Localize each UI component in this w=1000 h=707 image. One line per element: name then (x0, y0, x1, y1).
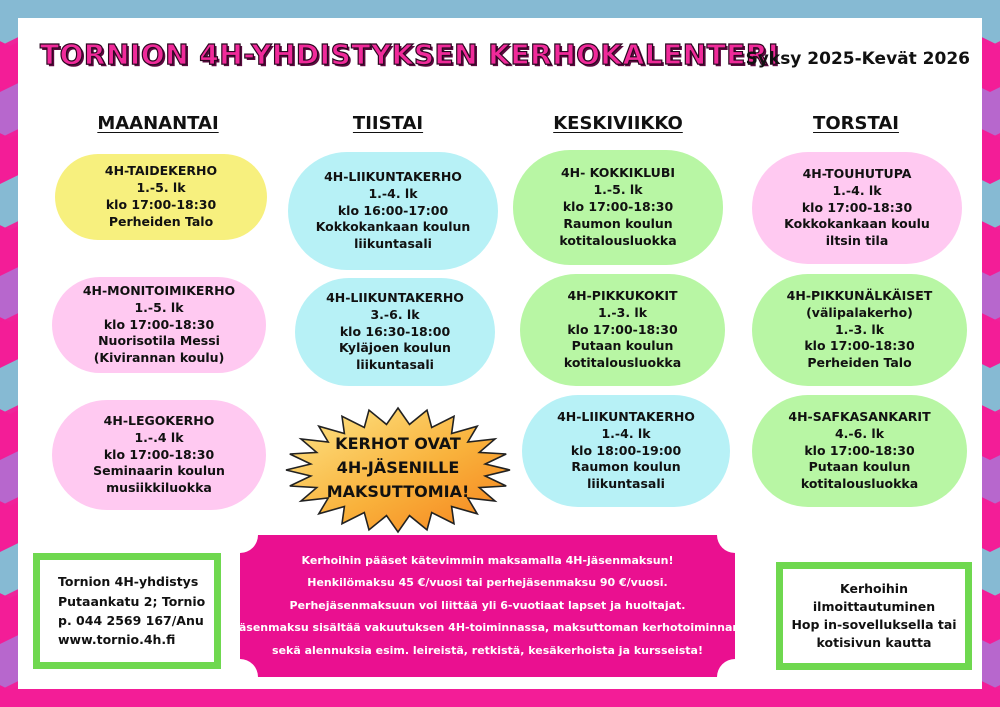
club-location-detail: liikuntasali (356, 357, 434, 373)
club-location: Perheiden Talo (807, 355, 912, 371)
club-name: 4H-LIIKUNTAKERHO (557, 408, 695, 424)
signup-line: Hop in-sovelluksella tai (791, 617, 957, 632)
club-name: 4H-MONITOIMIKERHO (82, 282, 236, 298)
club-card (522, 395, 730, 507)
club-card (295, 278, 495, 386)
club-time: klo 17:00-18:30 (103, 446, 215, 462)
day-header-wednesday: KESKIVIIKKO (553, 113, 683, 134)
club-card (52, 400, 266, 510)
club-location: Nuorisotila Messi (98, 333, 220, 349)
membership-line: sekä alennuksia esim. leireistä, retkistä, kesäkerhoista ja kursseista! (272, 643, 703, 657)
membership-info-box (234, 535, 741, 677)
contact-org: Tornion 4H-yhdistys (58, 574, 199, 590)
club-name: 4H-TOUHUTUPA (802, 165, 912, 181)
club-grade: 1.-4. lk (601, 425, 651, 441)
club-location: Kokkokankaan koulu (784, 216, 930, 232)
contact-website[interactable]: www.tornio.4h.fi (58, 632, 176, 648)
club-time: klo 17:00-18:30 (105, 197, 217, 212)
club-name: 4H-LIIKUNTAKERHO (326, 289, 464, 305)
club-card (752, 274, 967, 386)
club-location-detail: liikuntasali (354, 236, 432, 252)
membership-line: Henkilömaksu 45 €/vuosi tai perhejäsenmaksu 90 €/vuosi. (307, 576, 668, 590)
club-card (513, 150, 723, 265)
signup-line: ilmoittautuminen (812, 598, 936, 614)
club-time: klo 17:00-18:30 (801, 199, 913, 215)
club-grade: 1.-4. lk (832, 182, 882, 198)
page-title: TORNION 4H-YHDISTYKSEN KERHOKALENTERI (40, 38, 779, 71)
club-name: 4H-PIKKUKOKIT (567, 287, 678, 303)
club-card (55, 154, 267, 240)
signup-line: Kerhoihin (840, 580, 908, 596)
badge-line: 4H-JÄSENILLE (336, 458, 460, 477)
free-clubs-badge (283, 418, 513, 518)
club-time: klo 16:30-18:00 (339, 323, 451, 339)
club-grade: 1.-3. lk (834, 321, 885, 337)
club-grade: 1.-5. lk (134, 299, 184, 315)
club-location-detail: iltsin tila (825, 233, 889, 249)
club-name: 4H-SAFKASANKARIT (788, 408, 931, 424)
club-time: klo 16:00-17:00 (337, 202, 449, 218)
club-time: klo 18:00-19:00 (570, 442, 682, 458)
club-card (752, 395, 967, 507)
membership-line: Perhejäsenmaksuun voi liittää yli 6-vuotiaat lapset ja huoltajat. (289, 598, 686, 612)
day-header-thursday: TORSTAI (813, 113, 899, 134)
club-location-detail: musiikkiluokka (106, 480, 212, 496)
club-card (752, 152, 962, 264)
club-grade: 1.-.4 lk (134, 429, 184, 445)
club-time: klo 17:00-18:30 (567, 321, 678, 337)
club-name: 4H-LIIKUNTAKERHO (324, 168, 462, 184)
club-location-detail: (Kivirannan koulu) (93, 350, 225, 366)
signup-line: kotisivun kautta (816, 635, 932, 651)
club-location: Raumon koulun (563, 215, 673, 231)
club-time: klo 17:00-18:30 (804, 338, 915, 354)
club-card (520, 274, 725, 386)
club-name: 4H-PIKKUNÄLKÄISET (786, 287, 933, 303)
club-grade: 4.-6. lk (834, 425, 885, 441)
club-grade: 1.-5. lk (593, 182, 643, 198)
club-time: klo 17:00-18:30 (562, 199, 674, 215)
club-card (288, 152, 498, 270)
club-location-detail: kotitalousluokka (559, 232, 677, 248)
club-subtitle: (välipalakerho) (806, 304, 913, 320)
club-location: Perheiden Talo (108, 213, 214, 229)
season-label: Syksy 2025-Kevät 2026 (745, 49, 970, 69)
club-location-detail: liikuntasali (587, 476, 665, 492)
club-name: 4H-TAIDEKERHO (104, 163, 218, 179)
membership-line: Jäsenmaksu sisältää vakuutuksen 4H-toiminnassa, maksuttoman kerhotoiminnan (234, 621, 741, 635)
club-grade: 1.-5. lk (136, 180, 186, 196)
club-name: 4H- KOKKIKLUBI (560, 165, 675, 181)
contact-address: Putaankatu 2; Tornio (58, 593, 206, 609)
club-grade: 1.-4. lk (368, 185, 418, 201)
club-location: Seminaarin koulun (93, 463, 225, 479)
club-card (52, 277, 266, 373)
day-header-tuesday: TIISTAI (352, 113, 424, 134)
badge-line: KERHOT OVAT (335, 434, 461, 453)
club-name: 4H-LEGOKERHO (103, 412, 215, 428)
club-location: Kokkokankaan koulun (315, 219, 471, 235)
club-location-detail: kotitalousluokka (563, 355, 682, 371)
membership-line: Kerhoihin pääset kätevimmin maksamalla 4H-jäsenmaksun! (301, 553, 674, 567)
club-location-detail: kotitalousluokka (800, 476, 919, 492)
club-location: Putaan koulun (808, 459, 911, 475)
badge-line: MAKSUTTOMIA! (326, 482, 470, 501)
club-location: Kyläjoen koulun (339, 340, 451, 356)
contact-box (33, 553, 221, 669)
contact-phone: p. 044 2569 167/Anu (58, 613, 204, 628)
signup-box (776, 562, 972, 670)
club-grade: 3.-6. lk (370, 306, 420, 322)
club-grade: 1.-3. lk (597, 304, 648, 320)
club-location: Putaan koulun (571, 338, 674, 354)
day-header-monday: MAANANTAI (97, 113, 219, 134)
club-location: Raumon koulun (571, 459, 681, 475)
club-time: klo 17:00-18:30 (103, 316, 215, 332)
club-time: klo 17:00-18:30 (804, 442, 915, 458)
